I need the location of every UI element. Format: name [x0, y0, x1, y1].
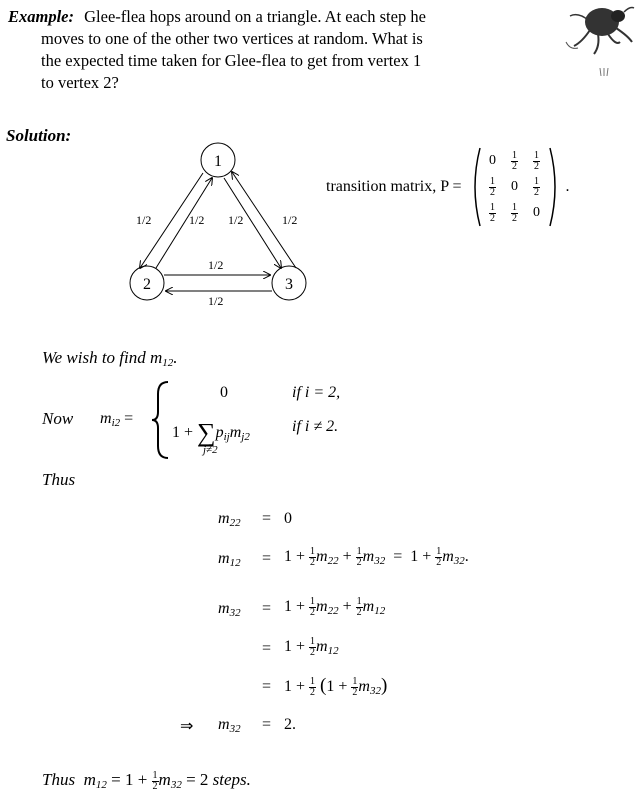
eq-row-3-rhs: 1 + $\frac{1}{2}$ $m_{22}$ + $\frac{1}{2}$ $m_{12}$ [284, 596, 386, 618]
matrix-cell-0-1: $\frac{1}{2}$ [512, 149, 518, 172]
markov-graph [120, 140, 320, 315]
edge-label-5: 1/2 [208, 258, 224, 272]
mi2-lhs: $m_{i2}$ = [100, 410, 134, 429]
solution-label: Solution: [6, 126, 72, 145]
edge-label-3: 1/2 [228, 213, 244, 227]
eq-row-6-rhs: 2. [284, 716, 296, 733]
vertex-label-1: 1 [214, 153, 222, 170]
example-line-4: to vertex 2? [41, 73, 119, 92]
cases-brace [150, 380, 172, 460]
eq-row-2-eq: = [262, 550, 272, 567]
example-paragraph [8, 6, 528, 94]
example-line-1: Glee-flea hops around on a triangle. At each step he [84, 7, 426, 26]
case2-cond: if i ≠ 2. [292, 418, 339, 435]
example-label: Example: [8, 7, 74, 26]
wish-sub: 12 [162, 357, 174, 369]
matrix-cell-1-0: $\frac{1}{2}$ [490, 175, 496, 198]
eq-row-2-lhs: $m_{12}$ [218, 550, 241, 569]
eq-row-5-rhs: 1 + $\frac{1}{2}$ (1 + $\frac{1}{2}$ $m_{32}$) [284, 675, 388, 698]
matrix-cell-2-1: $\frac{1}{2}$ [512, 201, 518, 224]
eq-row-2-rhs: 1 + $\frac{1}{2}$ $m_{22}$ + $\frac{1}{2}$ $m_{32} = 1$ + $\frac{1}{2}$ $m_{32}$. [284, 546, 469, 568]
matrix-cell-1-2: $\frac{1}{2}$ [534, 175, 540, 198]
eq-row-3-eq: = [262, 600, 272, 617]
example-line-2: moves to one of the other two vertices at random. What is [41, 29, 423, 48]
wish-statement [42, 348, 178, 369]
case2-expr: $1 + \sum p_{ij}m_{j2}$ [172, 418, 250, 447]
wish-end: . [173, 348, 178, 367]
matrix-grid [482, 148, 548, 226]
matrix-cell-2-2: 0 [533, 205, 541, 220]
vertex-label-3: 3 [285, 276, 293, 293]
example-line-3: the expected time taken for Glee-flea to get from vertex 1 [41, 51, 422, 70]
flea-icon [560, 2, 638, 84]
wish-text: We wish to find m [42, 348, 163, 367]
thus-label: Thus [42, 470, 76, 489]
eq-row-1-lhs: $m_{22}$ [218, 510, 241, 529]
matrix-left-paren [468, 146, 482, 228]
matrix-cell-0-0: 0 [489, 153, 497, 168]
edge-label-4: 1/2 [282, 213, 298, 227]
now-label: Now [42, 409, 74, 428]
edge-label-1: 1/2 [136, 213, 152, 227]
matrix-label: transition matrix, P = [326, 178, 462, 195]
conclusion: Thus $m_{12} = 1$ + $\frac{1}{2}$ $m_{32} = 2$ steps. [42, 769, 251, 792]
eq-row-4-eq: = [262, 640, 272, 657]
eq-row-3-lhs: $m_{32}$ [218, 600, 241, 619]
eq-row-5-eq: = [262, 678, 272, 695]
transition-matrix [326, 146, 570, 228]
case1-value: 0 [220, 384, 228, 401]
eq-row-6-lhs: $m_{32}$ [218, 716, 241, 735]
edge-label-2: 1/2 [189, 213, 205, 227]
matrix-cell-2-0: $\frac{1}{2}$ [490, 201, 496, 224]
eq-row-1-eq: = [262, 510, 272, 527]
sum-index: j≠2 [203, 444, 218, 456]
eq-row-1-rhs: 0 [284, 510, 292, 527]
eq-row-4-rhs: 1 + $\frac{1}{2}$ $m_{12}$ [284, 636, 339, 658]
case1-cond: if i = 2, [292, 384, 341, 401]
matrix-cell-0-2: $\frac{1}{2}$ [534, 149, 540, 172]
matrix-trailing: . [565, 178, 570, 195]
matrix-cell-1-1: 0 [511, 179, 519, 194]
implies-arrow: ⇒ [180, 718, 194, 735]
sum-symbol: ∑ [197, 418, 216, 447]
vertex-label-2: 2 [143, 276, 151, 293]
eq-row-6-eq: = [262, 716, 272, 733]
edge-label-6: 1/2 [208, 294, 224, 308]
matrix-right-paren [548, 146, 562, 228]
